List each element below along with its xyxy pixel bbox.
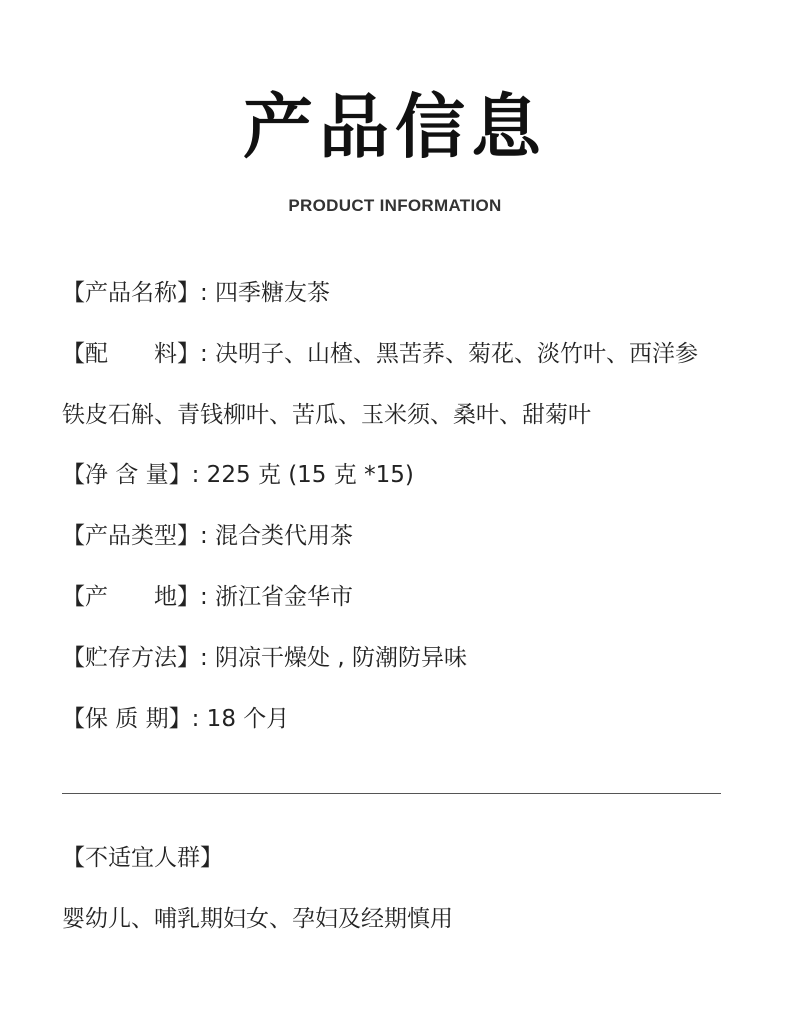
ingredients-line-2: 铁皮石斛、青钱柳叶、苦瓜、玉米须、桑叶、甜菊叶 [62, 402, 591, 428]
ingredients-line-1: 【配 料】: 决明子、山楂、黑苦荞、菊花、淡竹叶、西洋参 [62, 341, 699, 367]
origin-line: 【产 地】: 浙江省金华市 [62, 584, 354, 610]
unsuitable-text: 婴幼儿、哺乳期妇女、孕妇及经期慎用 [62, 906, 453, 932]
shelf-life-line: 【保 质 期】: 18 个月 [62, 706, 290, 732]
product-name-line: 【产品名称】: 四季糖友茶 [62, 280, 331, 306]
page-subtitle: PRODUCT INFORMATION [288, 196, 502, 215]
product-type-line: 【产品类型】: 混合类代用茶 [62, 523, 354, 549]
section-divider [62, 793, 721, 794]
page-title: 产品信息 [243, 85, 547, 168]
storage-line: 【贮存方法】: 阴凉干燥处 , 防潮防异味 [62, 645, 467, 671]
unsuitable-heading: 【不适宜人群】 [62, 845, 223, 871]
net-content-line: 【净 含 量】: 225 克 (15 克 *15) [62, 462, 414, 488]
